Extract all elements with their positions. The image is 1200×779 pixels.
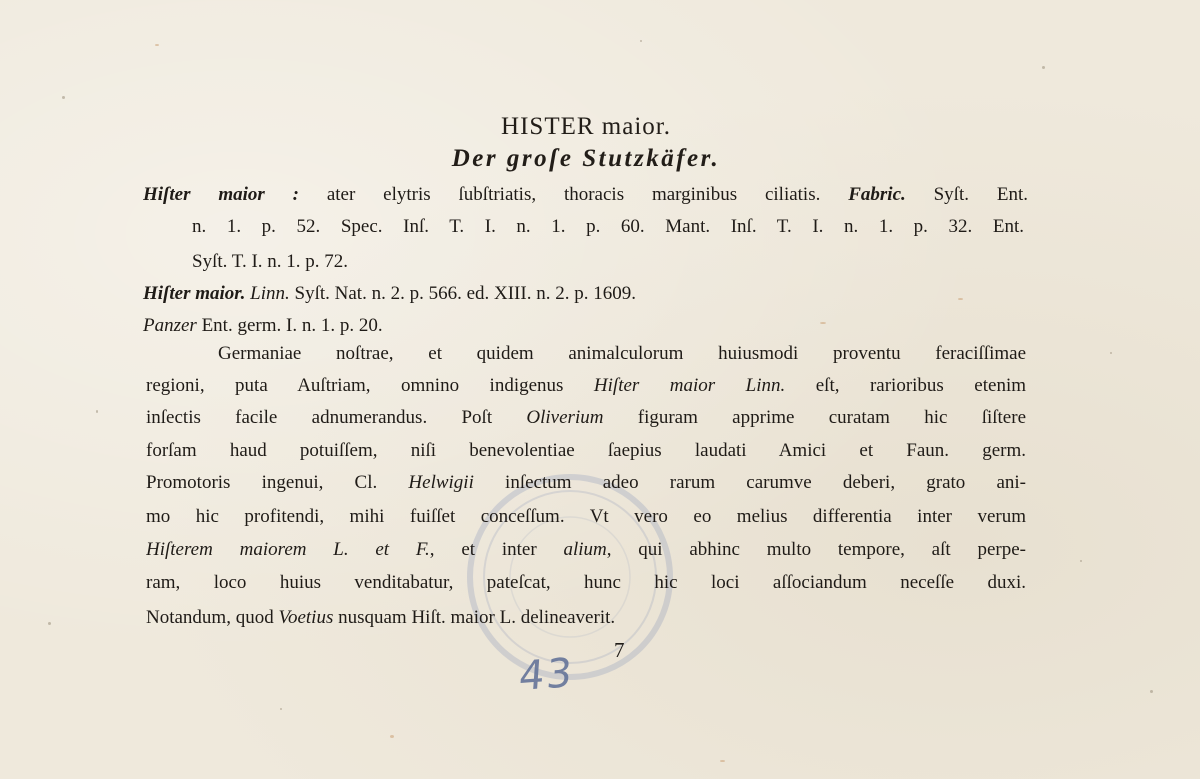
body-segment: Germaniae noſtrae, et quidem animalculorum huiusmodi proventu feraciſſimae bbox=[218, 343, 1026, 364]
body-segment: , qui abhinc multo tempore, aſt perpe- bbox=[606, 539, 1026, 560]
reference-segment: Fabric. bbox=[848, 184, 906, 205]
paper-speck bbox=[640, 40, 642, 42]
paper-speck bbox=[96, 410, 98, 413]
paper-speck bbox=[62, 96, 65, 99]
body-segment: Hiſterem maiorem L. et F. bbox=[146, 539, 430, 560]
paper-speck bbox=[1080, 560, 1082, 562]
paper-speck bbox=[1110, 352, 1112, 354]
paper-speck bbox=[390, 735, 394, 738]
body-segment: inſectum adeo rarum carumve deberi, grato ani- bbox=[473, 472, 1026, 493]
body-line bbox=[146, 505, 1026, 531]
reference-segment: Panzer bbox=[143, 315, 197, 336]
paper-speck bbox=[48, 622, 51, 625]
body-segment: ram, loco huius venditabatur, pateſcat, hunc hic loci aſſociandum neceſſe duxi. bbox=[146, 572, 1026, 593]
body-line bbox=[146, 471, 1026, 497]
page-title: HISTER maior. bbox=[501, 113, 671, 140]
reference-segment: n. 1. p. 52. Spec. Inſ. T. I. n. 1. p. 60. Mant. Inſ. T. I. n. 1. p. 32. Ent. bbox=[192, 216, 1024, 237]
body-line bbox=[146, 406, 1026, 432]
body-segment: alium bbox=[563, 539, 607, 560]
reference-segment: Hiſter maior : bbox=[143, 184, 299, 205]
reference-segment: Ent. germ. I. n. 1. p. 20. bbox=[196, 315, 383, 336]
page-subtitle: Der groſe Stutzkäfer. bbox=[451, 145, 721, 172]
reference-line bbox=[143, 282, 636, 306]
reference-segment: ater elytris ſubſtriatis, thoracis marginibus ciliatis. bbox=[298, 184, 849, 205]
reference-segment: Syſt. Nat. n. 2. p. 566. ed. XIII. n. 2. p. 1609. bbox=[289, 283, 636, 304]
page-number: 7 bbox=[614, 638, 625, 662]
reference-line bbox=[143, 183, 1028, 209]
body-line bbox=[218, 342, 1026, 368]
paper-speck bbox=[820, 322, 826, 324]
paper-speck bbox=[1042, 66, 1045, 69]
paper-speck bbox=[280, 708, 282, 710]
body-segment: Hiſter maior Linn. bbox=[593, 375, 786, 396]
body-segment: regioni, puta Auſtriam, omnino indigenus bbox=[146, 375, 594, 396]
body-line bbox=[146, 439, 1026, 465]
reference-line bbox=[192, 250, 348, 274]
reference-line bbox=[143, 314, 383, 338]
paper-speck bbox=[155, 44, 159, 46]
body-segment: Voetius bbox=[278, 607, 334, 628]
reference-segment: Syſt. Ent. bbox=[905, 184, 1028, 205]
body-line bbox=[146, 571, 1026, 597]
paper-speck bbox=[1150, 690, 1153, 693]
paper-speck bbox=[958, 298, 963, 300]
body-segment: forſam haud potuiſſem, niſi benevolentiae ſaepius laudati Amici et Faun. germ. bbox=[146, 440, 1026, 461]
handwritten-number: 43 bbox=[517, 649, 576, 701]
body-segment: , et inter bbox=[429, 539, 564, 560]
reference-segment: Syſt. T. I. n. 1. p. 72. bbox=[192, 251, 349, 272]
body-segment: mo hic profitendi, mihi fuiſſet conceſſum. Vt vero eo melius differentia inter verum bbox=[146, 506, 1026, 527]
reference-segment: Linn. bbox=[250, 283, 290, 304]
reference-segment: Hiſter maior. bbox=[143, 283, 246, 304]
body-segment: nusquam Hiſt. maior L. delineaverit. bbox=[333, 607, 616, 628]
body-segment: eſt, rarioribus etenim bbox=[785, 375, 1026, 396]
body-segment: Helwigii bbox=[408, 472, 474, 493]
body-line bbox=[146, 606, 615, 630]
body-line bbox=[146, 374, 1026, 400]
paper-speck bbox=[720, 760, 725, 762]
body-segment: Oliverium bbox=[526, 407, 604, 428]
body-segment: inſectis facile adnumerandus. Poſt bbox=[146, 407, 527, 428]
body-line bbox=[146, 538, 1026, 564]
body-segment: Promotoris ingenui, Cl. bbox=[146, 472, 409, 493]
body-segment: figuram apprime curatam hic ſiſtere bbox=[603, 407, 1026, 428]
reference-line bbox=[192, 215, 1024, 241]
body-segment: Notandum, quod bbox=[146, 607, 279, 628]
